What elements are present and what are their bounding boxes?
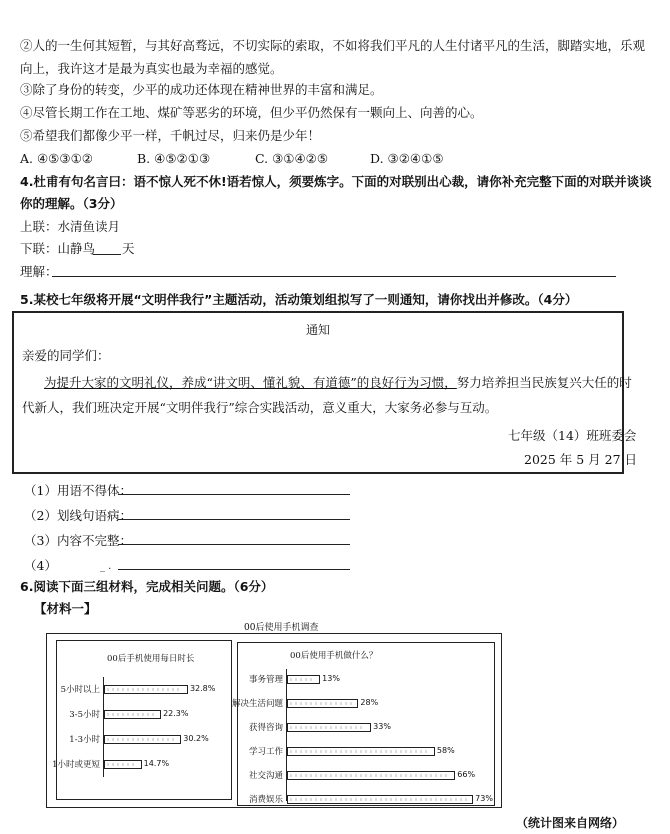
bar-value-label: 73%: [475, 794, 493, 803]
answer-4-label: （4）: [24, 558, 57, 573]
q4-stem: 4.杜甫有句名言曰：语不惊人死不休!语若惊人，须要炼字。下面的对联别出心裁，请你补充完整下面的对联并谈谈: [20, 174, 652, 189]
q3-choice-b[interactable]: B. ④⑤②①③: [137, 151, 211, 166]
bar-value-label: 22.3%: [163, 709, 189, 718]
answer-2-line[interactable]: [118, 519, 350, 520]
category-label: 社交沟通: [248, 771, 283, 781]
understanding-answer-line[interactable]: [52, 276, 616, 277]
bar-value-label: 58%: [436, 746, 455, 755]
answer-1-line[interactable]: [118, 494, 350, 495]
couplet-lower-suffix: 天: [122, 241, 135, 256]
category-label: 学习工作: [248, 747, 283, 757]
q3-choice-d[interactable]: D. ③②④①⑤: [370, 151, 444, 166]
notice-greeting: 亲爱的同学们：: [22, 348, 110, 363]
bar: [287, 771, 455, 780]
q3-option-2: ②人的一生何其短暂，与其好高骛远，不切实际的索取，不如将我们平凡的人生付诸平凡的生活，脚踏实地，乐观: [20, 38, 646, 53]
q3-option-5: ⑤希望我们都像少平一样，千帆过尽，归来仍是少年！: [20, 128, 321, 143]
q5-stem: 5.某校七年级将开展“文明伴我行”主题活动，活动策划组拟写了一则通知，请你找出并修改。（4分）: [20, 292, 578, 307]
notice-date: 2025 年 5 月 27 日: [524, 452, 638, 467]
category-label: 消费娱乐: [248, 795, 283, 805]
answer-3-line[interactable]: [118, 544, 350, 545]
q6-stem: 6.阅读下面三组材料，完成相关问题。（6分）: [20, 579, 274, 594]
q3-option-3: ③除了身份的转变，少平的成功还体现在精神世界的丰富和满足。: [20, 82, 383, 97]
answer-4-line[interactable]: [118, 569, 350, 570]
notice-signer: 七年级（14）班班委会: [508, 428, 637, 443]
bar: [104, 710, 161, 719]
q3-choice-c[interactable]: C. ③①④②⑤: [255, 151, 329, 166]
couplet-lower-prefix: 下联：山静鸟: [20, 241, 96, 256]
category-label: 3-5小时: [69, 710, 100, 720]
category-label: 5小时以上: [60, 685, 100, 695]
notice-box: [12, 311, 638, 474]
category-label: 解决生活问题: [231, 699, 283, 709]
notice-title: 通知: [306, 323, 331, 337]
q4-stem-cont: 你的理解。（3分）: [20, 196, 123, 211]
q3-option-4: ④尽管长期工作在工地、煤矿等恶劣的环境，但少平仍然保有一颗向上、向善的心。: [20, 105, 483, 120]
chart-usage-plot: [231, 643, 496, 807]
category-label: 事务管理: [248, 675, 283, 685]
category-label: 1小时或更短: [52, 760, 100, 770]
chart-main-title: 00后使用手机调查: [244, 623, 319, 633]
bar-value-label: 28%: [360, 698, 379, 707]
bar: [287, 795, 473, 804]
bar: [104, 685, 188, 694]
chart-duration-title: 00后手机使用每日时长: [107, 654, 195, 664]
chart-duration-frame: [52, 640, 232, 800]
chart-duration-plot: [52, 641, 233, 801]
bar-value-label: 66%: [457, 770, 476, 779]
bar-value-label: 13%: [322, 674, 340, 683]
bar: [104, 735, 181, 744]
understanding-label: 理解：: [20, 264, 58, 279]
material-one-label: 【材料一】: [34, 601, 97, 616]
notice-body: [44, 374, 632, 392]
bar: [287, 675, 320, 684]
category-label: 1-3小时: [69, 735, 100, 745]
answer-1-label: （1）用语不得体：: [24, 483, 132, 498]
bar-value-label: 14.7%: [143, 759, 170, 768]
chart-usage-title: 00后使用手机做什么？: [290, 651, 378, 661]
bar: [287, 723, 371, 732]
chart-source-note: （统计图来自网络）: [516, 816, 625, 830]
answer-4-mark: _ .: [100, 561, 112, 572]
couplet-upper: 上联：水清鱼读月: [20, 219, 121, 234]
bar: [104, 760, 142, 769]
bar-value-label: 33%: [373, 722, 391, 731]
notice-body-rest: 努力培养担当民族复兴大任的时: [456, 375, 632, 390]
couplet-blank[interactable]: [93, 254, 121, 255]
answer-3-label: （3）内容不完整：: [24, 533, 132, 548]
bar-value-label: 32.8%: [189, 684, 216, 693]
notice-body-cont: 代新人，我们班决定开展“文明伴我行”综合实践活动，意义重大，大家务必参与互动。: [22, 400, 498, 415]
bar: [287, 699, 358, 708]
q3-choice-a[interactable]: A. ④⑤③①②: [20, 151, 94, 166]
notice-underlined-sentence: 为提升大家的文明礼仪，养成“讲文明、懂礼貌、有道德”的良好行为习惯，: [44, 375, 457, 390]
q3-option-2-cont: 向上，我许这才是最为真实也最为幸福的感觉。: [20, 61, 283, 76]
bar: [287, 747, 435, 756]
category-label: 获得咨询: [248, 723, 283, 733]
answer-2-label: （2）划线句语病：: [24, 508, 132, 523]
bar-value-label: 30.2%: [183, 734, 209, 743]
chart-usage-frame: [231, 642, 495, 806]
